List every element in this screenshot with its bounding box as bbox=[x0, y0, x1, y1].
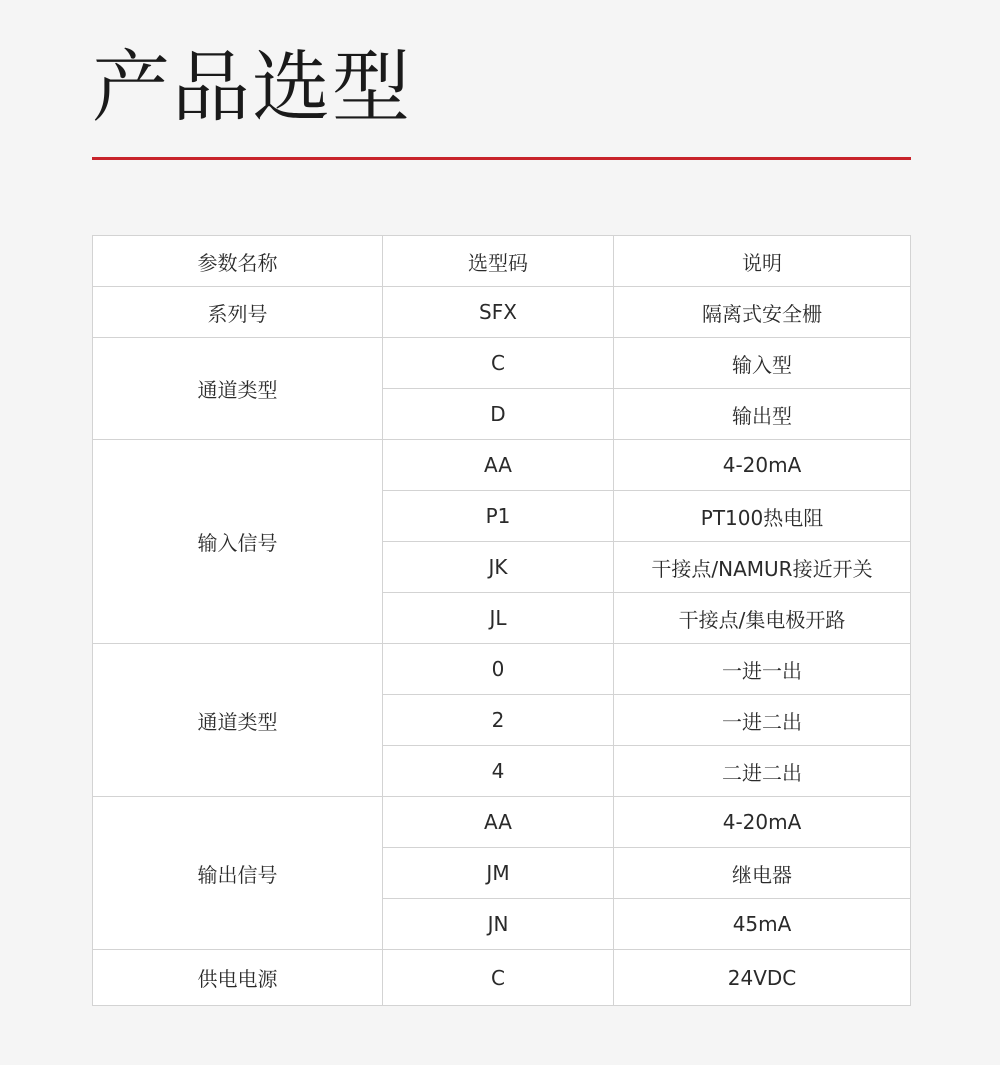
param-cell-power-supply: 供电电源 bbox=[93, 950, 383, 1006]
code-cell: JN bbox=[383, 899, 614, 950]
desc-cell: 一进一出 bbox=[614, 644, 911, 695]
table-header-row bbox=[93, 236, 911, 287]
desc-cell: 继电器 bbox=[614, 848, 911, 899]
selection-table bbox=[92, 235, 911, 1006]
param-cell-input-signal: 输入信号 bbox=[93, 440, 383, 644]
code-cell: C bbox=[383, 338, 614, 389]
table-row bbox=[93, 644, 911, 695]
code-cell: P1 bbox=[383, 491, 614, 542]
desc-cell: 输入型 bbox=[614, 338, 911, 389]
header-description: 说明 bbox=[614, 236, 911, 287]
desc-cell: 干接点/NAMUR接近开关 bbox=[614, 542, 911, 593]
code-cell: SFX bbox=[383, 287, 614, 338]
desc-cell: PT100热电阻 bbox=[614, 491, 911, 542]
desc-cell: 4-20mA bbox=[614, 440, 911, 491]
table-row bbox=[93, 338, 911, 389]
table-row bbox=[93, 287, 911, 338]
code-cell: AA bbox=[383, 440, 614, 491]
param-cell-output-signal: 输出信号 bbox=[93, 797, 383, 950]
code-cell: 4 bbox=[383, 746, 614, 797]
param-cell-channel-type: 通道类型 bbox=[93, 338, 383, 440]
header-param-name: 参数名称 bbox=[93, 236, 383, 287]
title-divider bbox=[92, 157, 911, 160]
code-cell: 2 bbox=[383, 695, 614, 746]
desc-cell: 二进二出 bbox=[614, 746, 911, 797]
header-selection-code: 选型码 bbox=[383, 236, 614, 287]
code-cell: C bbox=[383, 950, 614, 1006]
code-cell: JK bbox=[383, 542, 614, 593]
code-cell: JM bbox=[383, 848, 614, 899]
desc-cell: 隔离式安全栅 bbox=[614, 287, 911, 338]
page-title: 产品选型 bbox=[92, 43, 413, 133]
desc-cell: 4-20mA bbox=[614, 797, 911, 848]
desc-cell: 一进二出 bbox=[614, 695, 911, 746]
param-cell-channel-type-io: 通道类型 bbox=[93, 644, 383, 797]
param-cell-series: 系列号 bbox=[93, 287, 383, 338]
desc-cell: 干接点/集电极开路 bbox=[614, 593, 911, 644]
table-row bbox=[93, 440, 911, 491]
table-row bbox=[93, 797, 911, 848]
desc-cell: 输出型 bbox=[614, 389, 911, 440]
code-cell: JL bbox=[383, 593, 614, 644]
desc-cell: 24VDC bbox=[614, 950, 911, 1006]
code-cell: AA bbox=[383, 797, 614, 848]
desc-cell: 45mA bbox=[614, 899, 911, 950]
code-cell: 0 bbox=[383, 644, 614, 695]
table-row bbox=[93, 950, 911, 1006]
code-cell: D bbox=[383, 389, 614, 440]
